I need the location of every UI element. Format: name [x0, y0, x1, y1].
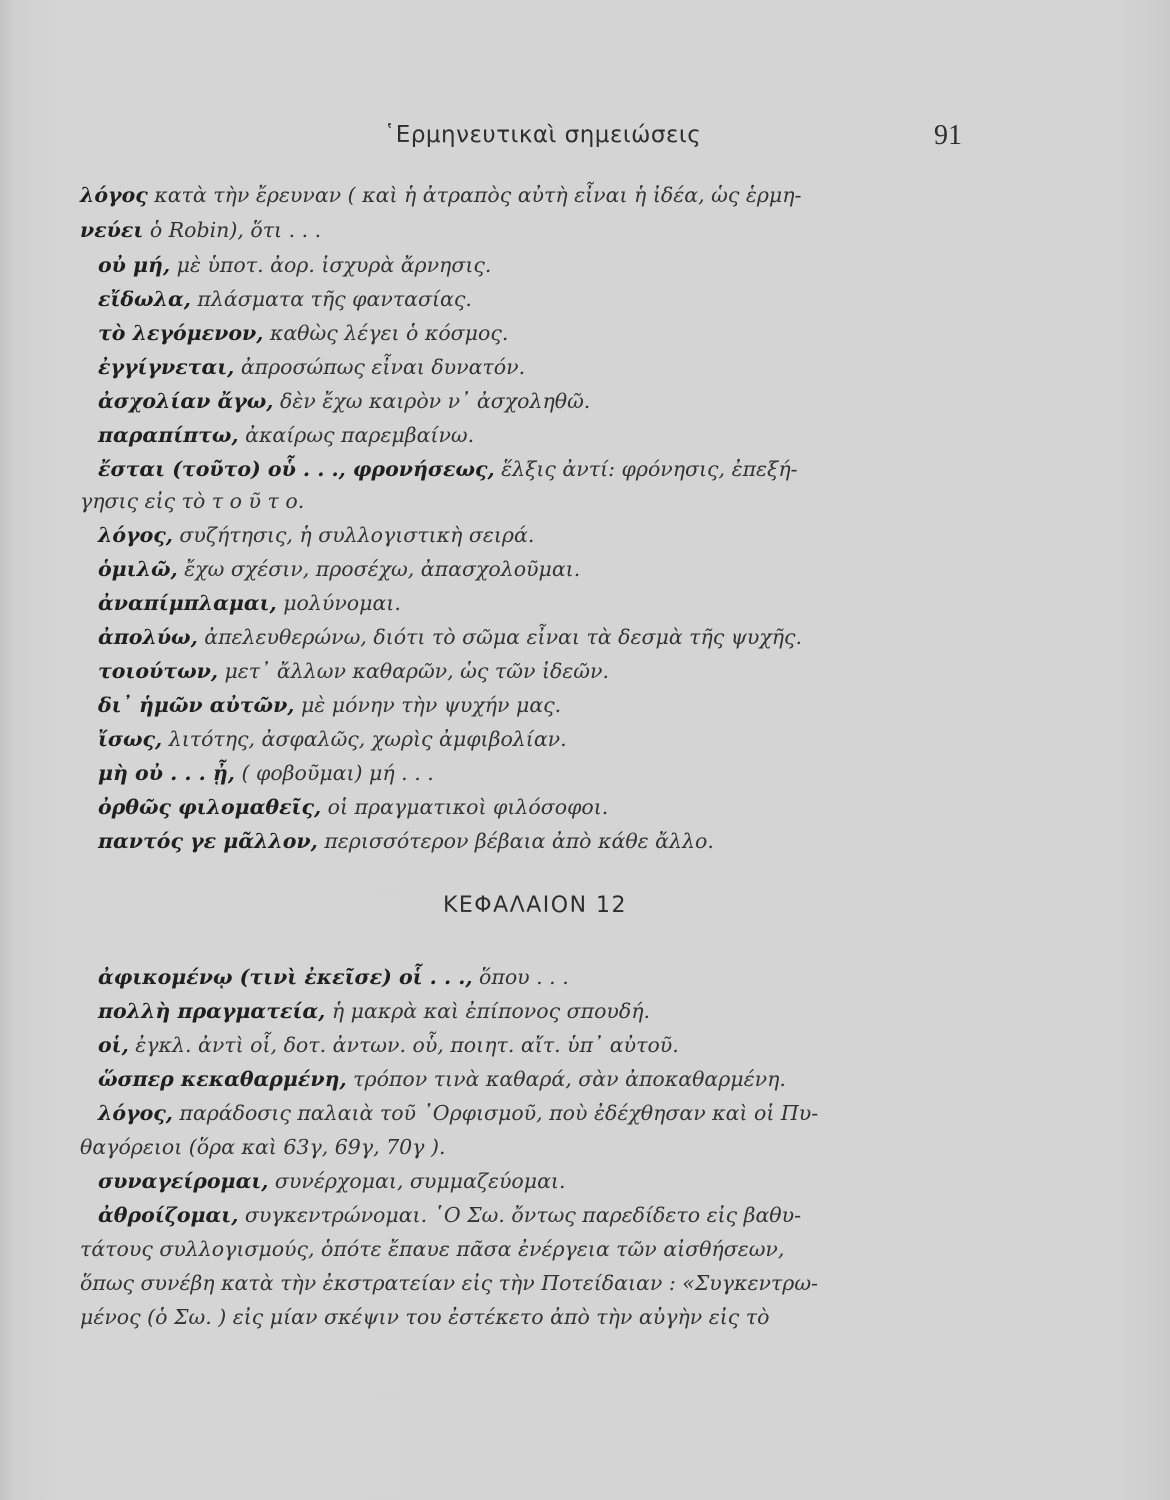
gloss-entry	[98, 826, 714, 856]
entry-gloss: ἕλξις ἀντί: φρόνησις, ἐπεξή-	[494, 457, 798, 481]
entry-gloss: ἔχω σχέσιν, προσέχω, ἀπασχολοῦμαι.	[177, 557, 581, 581]
gloss-entry	[98, 758, 434, 788]
entry-term: τοιούτων,	[98, 659, 218, 683]
gloss-entry	[98, 724, 567, 754]
entry-term: λόγος,	[98, 523, 173, 547]
entry-gloss: θαγόρειοι (ὅρα καὶ 63γ, 69γ, 70γ ).	[80, 1135, 446, 1159]
entry-term: παραπίπτω,	[98, 423, 239, 447]
entry-term: λόγος	[80, 183, 148, 207]
gloss-entry	[98, 690, 561, 720]
entry-gloss: συζήτησις, ἡ συλλογιστικὴ σειρά.	[172, 523, 535, 547]
gloss-entry	[98, 352, 525, 382]
entry-gloss: καθὼς λέγει ὁ κόσμος.	[263, 321, 509, 345]
entry-term: ἴσως,	[98, 727, 163, 751]
entry-term: ἐγγίγνεται,	[98, 355, 235, 379]
page-number: 91	[934, 120, 962, 151]
entry-gloss: ὁ Robin), ὅτι . . .	[143, 218, 322, 242]
gloss-entry	[98, 1098, 818, 1128]
gloss-entry	[98, 250, 491, 280]
gloss-entry	[98, 420, 474, 450]
entry-gloss: συγκεντρώνομαι. ῾Ο Σω. ὄντως παρεδίδετο εἰς βαθυ-	[238, 1203, 802, 1227]
gloss-entry-continuation	[80, 1234, 784, 1264]
entry-gloss: ἀκαίρως παρεμβαίνω.	[238, 423, 475, 447]
entry-term: οὐ μή,	[98, 253, 171, 277]
entry-gloss: ἐγκλ. ἀντὶ οἷ, δοτ. ἀντων. οὗ, ποιητ. αἴτ. ὑπ᾽ αὐτοῦ.	[128, 1033, 679, 1057]
entry-gloss: λιτότης, ἀσφαλῶς, χωρὶς ἀμφιβολίαν.	[162, 727, 567, 751]
entry-term: ἀναπίμπλαμαι,	[98, 591, 277, 615]
entry-term: ἀφικομένῳ (τινὶ ἐκεῖσε) οἷ . . .,	[98, 965, 473, 989]
gloss-entry	[98, 386, 590, 416]
entry-gloss: ὅπως συνέβη κατὰ τὴν ἐκστρατείαν εἰς τὴν Ποτείδαιαν : «Συγκεντρω-	[80, 1271, 818, 1295]
entry-term: εἴδωλα,	[98, 287, 191, 311]
gloss-entry	[98, 588, 401, 618]
entry-gloss: κατὰ τὴν ἔρευναν ( καὶ ἡ ἀτραπὸς αὐτὴ εἶναι ἡ ἰδέα, ὡς ἑρμη-	[147, 183, 802, 207]
gloss-entry	[98, 962, 569, 992]
entry-term: τὸ λεγόμενον,	[98, 321, 264, 345]
gloss-entry	[98, 656, 609, 686]
entry-term: οἱ,	[98, 1033, 129, 1057]
running-title: ῾Ερμηνευτικαὶ σημειώσεις	[383, 122, 702, 148]
entry-gloss: ὅπου . . .	[472, 965, 569, 989]
gloss-entry	[98, 1030, 679, 1060]
entry-gloss: ἀπελευθερώνω, διότι τὸ σῶμα εἶναι τὰ δεσμὰ τῆς ψυχῆς.	[197, 625, 803, 649]
entry-term: δι᾽ ἡμῶν αὐτῶν,	[98, 693, 295, 717]
entry-gloss: γησις εἰς τὸ τ ο ῦ τ ο.	[80, 489, 305, 513]
gloss-entry-continuation	[80, 1132, 445, 1162]
gloss-entry	[98, 1064, 786, 1094]
gloss-entry-continuation	[80, 1268, 818, 1298]
gloss-entry	[98, 284, 472, 314]
gloss-entry	[98, 520, 534, 550]
entry-gloss: συνέρχομαι, συμμαζεύομαι.	[268, 1169, 566, 1193]
entry-term: ἀπολύω,	[98, 625, 198, 649]
gloss-entry-continuation	[80, 215, 321, 245]
entry-gloss: πλάσματα τῆς φαντασίας.	[190, 287, 472, 311]
entry-gloss: τάτους συλλογισμούς, ὁπότε ἔπαυε πᾶσα ἐνέργεια τῶν αἰσθήσεων,	[80, 1237, 785, 1261]
entry-gloss: μολύνομαι.	[276, 591, 401, 615]
entry-term: ἀσχολίαν ἄγω,	[98, 389, 274, 413]
entry-gloss: ( φοβοῦμαι) μή . . .	[234, 761, 434, 785]
entry-gloss: ἡ μακρὰ καὶ ἐπίπονος σπουδή.	[325, 999, 651, 1023]
entry-gloss: μὲ ὑποτ. ἀορ. ἰσχυρὰ ἄρνησις.	[170, 253, 492, 277]
gloss-entry	[98, 554, 580, 584]
gloss-entry	[98, 996, 650, 1026]
entry-term: πολλὴ πραγματεία,	[98, 999, 326, 1023]
entry-gloss: μετ᾽ ἄλλων καθαρῶν, ὡς τῶν ἰδεῶν.	[217, 659, 610, 683]
gloss-entry	[98, 1200, 801, 1230]
entry-term: λόγος,	[98, 1101, 173, 1125]
chapter-heading: ΚΕΦΑΛΑΙΟΝ 12	[442, 893, 628, 918]
gloss-entry	[98, 1166, 565, 1196]
gloss-entry-continuation	[80, 1302, 769, 1332]
gloss-entry	[98, 792, 608, 822]
entry-gloss: παράδοσις παλαιὰ τοῦ ᾿Ορφισμοῦ, ποὺ ἐδέχθησαν καὶ οἱ Πυ-	[172, 1101, 819, 1125]
entry-term: συναγείρομαι,	[98, 1169, 269, 1193]
gloss-entry-continuation	[80, 486, 304, 516]
entry-gloss: μὲ μόνην τὴν ψυχήν μας.	[294, 693, 562, 717]
gloss-entry	[98, 454, 798, 484]
gloss-entry	[80, 180, 801, 210]
entry-term: ὁμιλῶ,	[98, 557, 178, 581]
entry-term: ἔσται (τοῦτο) οὗ . . ., φρονήσεως,	[98, 457, 495, 481]
entry-gloss: περισσότερον βέβαια ἀπὸ κάθε ἄλλο.	[317, 829, 714, 853]
gloss-entry	[98, 622, 802, 652]
entry-term: ὀρθῶς φιλομαθεῖς,	[98, 795, 322, 819]
entry-term: ἀθροίζομαι,	[98, 1203, 239, 1227]
entry-gloss: τρόπον τινὰ καθαρά, σὰν ἀποκαθαρμένη.	[346, 1067, 786, 1091]
entry-gloss: δὲν ἔχω καιρὸν ν᾽ ἀσχοληθῶ.	[273, 389, 591, 413]
entry-term: μὴ οὐ . . . ᾖ,	[98, 761, 235, 785]
gloss-entry	[98, 318, 508, 348]
entry-gloss: οἱ πραγματικοὶ φιλόσοφοι.	[321, 795, 609, 819]
entry-term: νεύει	[80, 218, 144, 242]
entry-term: ὥσπερ κεκαθαρμένη,	[98, 1067, 347, 1091]
entry-gloss: ἀπροσώπως εἶναι δυνατόν.	[234, 355, 526, 379]
entry-gloss: μένος (ὁ Σω. ) εἰς μίαν σκέψιν του ἐστέκετο ἀπὸ τὴν αὐγὴν εἰς τὸ	[80, 1305, 770, 1329]
entry-term: παντός γε μᾶλλον,	[98, 829, 318, 853]
